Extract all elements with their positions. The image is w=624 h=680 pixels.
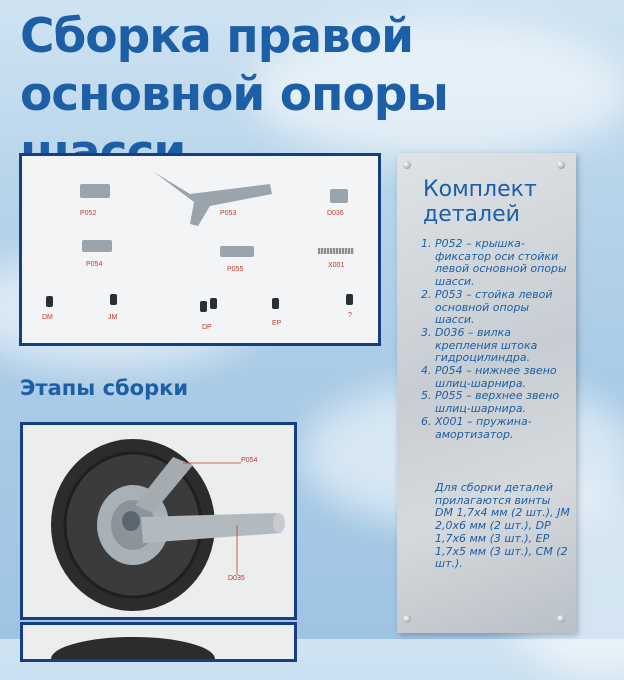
kit-note: Для сборки деталей прилагаются винты DM 1,7x4 мм (2 шт.), JM 2,0x6 мм (2 шт.), DP 1,7x6 мм (3 шт.), EP 1,7x5 мм (3 шт.), CM (2 шт.). [435,481,570,571]
screw-dp [200,301,207,312]
screw-jm [110,294,117,305]
item-number: 5. [421,389,432,403]
list-item [421,416,571,441]
stage2-photo [20,622,297,662]
parts-photo [19,153,381,346]
label-p055: P055 [227,266,244,273]
screw-dp [210,298,217,309]
kit-title: Комплект деталей [423,177,537,227]
list-item [421,390,571,415]
label-cm: ? [348,312,352,319]
wheel-image [23,625,294,659]
part-p054 [82,240,112,252]
screw-dm [46,296,53,307]
list-item [421,327,571,365]
bolt-icon [403,615,411,623]
screw-cm [346,294,353,305]
label-d036: D036 [327,210,344,217]
list-item [421,365,571,390]
item-text: P055 – верхнее звено шлиц-шарнира. [435,389,560,416]
list-item [421,289,571,327]
label-p054: P054 [241,457,258,464]
stage1-photo [20,422,297,620]
label-d035: D035 [228,575,245,582]
item-number: 3. [421,325,432,339]
item-number: 1. [421,237,432,250]
label-x001: X001 [328,262,345,269]
item-text: P052 – крышка-фиксатор оси стойки левой основной опоры шасси. [435,237,567,289]
item-text: X001 – пружина-амортизатор. [435,414,532,441]
label-jm: JM [108,314,118,321]
label-p054: P054 [86,261,103,268]
bolt-icon [557,161,565,169]
label-ep: EP [272,320,282,327]
bolt-icon [403,161,411,169]
part-p055 [220,246,254,257]
label-p053: P053 [220,210,237,217]
part-p052 [80,184,110,198]
kit-list [421,238,571,441]
item-text: P054 – нижнее звено шлиц-шарнира. [435,364,557,390]
item-text: P053 – стойка левой основной опоры шасси. [435,287,553,327]
part-d036 [330,189,348,203]
label-p052: P052 [80,210,97,217]
assembly-heading: Этапы сборки [20,376,189,400]
item-number: 6. [421,414,432,428]
page-title: Сборка правой основной опоры [20,9,448,122]
label-dp: DP [202,324,212,331]
kit-panel [397,153,576,633]
label-dm: DM [42,314,53,321]
item-text: D036 – вилка крепления штока гидроцилиндра. [435,325,538,365]
wheel-image [23,425,294,617]
list-item [421,238,571,289]
item-number: 2. [421,287,432,301]
part-p053 [150,166,280,231]
screw-ep [272,298,279,309]
bolt-icon [557,615,565,623]
item-number: 4. [421,364,432,378]
part-x001 [318,248,354,254]
